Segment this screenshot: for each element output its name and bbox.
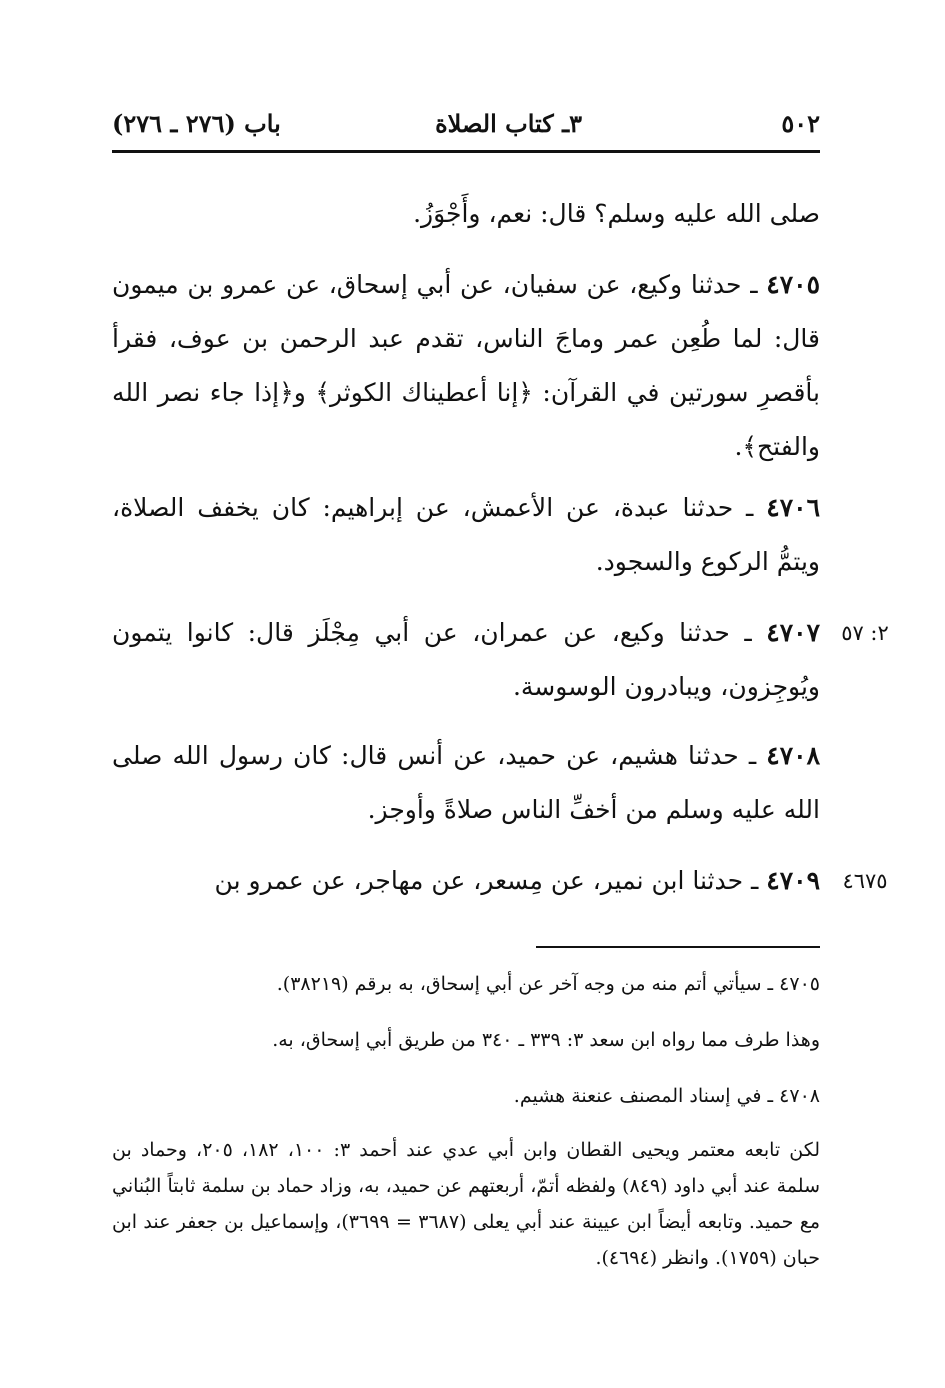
footnote-separator	[536, 946, 820, 948]
hadith-entry	[112, 481, 820, 589]
header-rule	[112, 150, 820, 153]
footnote: ٤٧٠٨ ـ في إسناد المصنف عنعنة هشيم.	[513, 1085, 820, 1107]
hadith-text: ـ حدثنا هشيم، عن حميد، عن أنس قال: كان رسول الله صلى الله عليه وسلم من أخفِّ الناس صلاةً وأوجز.	[112, 741, 820, 824]
footnote: لكن تابعه معتمر ويحيى القطان وابن أبي عدي عند أحمد ٣: ١٠٠، ١٨٢، ٢٠٥، وحماد بن سلمة عند أبي داود (٨٤٩) ولفظه أتمّ، أربعتهم عن حميد، به، وزاد حماد بن سلمة ثابتاً البُناني مع حميد. وتابعه أيضاً ابن عيينة عند أبي يعلى (٣٦٨٧ = ٣٦٩٩)، وإسماعيل بن جعفر عند ابن حبان (١٧٥٩). وانظر (٤٦٩٤).	[112, 1139, 820, 1269]
hadith-number: ٤٧٠٧	[766, 618, 820, 647]
hadith-entry	[112, 606, 820, 714]
hadith-entry	[112, 258, 820, 474]
hadith-text: ـ حدثنا وكيع، عن عمران، عن أبي مِجْلَز قال: كانوا يتمون ويُوجِزون، ويبادرون الوسوسة.	[112, 618, 820, 701]
book-title: ٣ـ كتاب الصلاة	[435, 109, 582, 138]
hadith-text: ـ حدثنا عبدة، عن الأعمش، عن إبراهيم: كان يخفف الصلاة، ويتمُّ الركوع والسجود.	[112, 493, 820, 576]
chapter-label: باب (٢٧٦ ـ ٢٧٦)	[112, 109, 281, 138]
margin-reference: ٤٦٧٥	[842, 869, 888, 893]
hadith-entry	[112, 854, 820, 908]
margin-reference: ٢: ٥٧	[841, 621, 889, 645]
page-number: ٥٠٢	[781, 109, 820, 138]
continuation-paragraph: صلى الله عليه وسلم؟ قال: نعم، وأَجْوَزُ.	[413, 199, 820, 228]
hadith-number: ٤٧٠٩	[766, 866, 820, 895]
hadith-text: ـ حدثنا ابن نمير، عن مِسعر، عن مهاجر، عن عمرو بن	[214, 866, 759, 895]
running-header	[112, 104, 820, 144]
hadith-number: ٤٧٠٨	[766, 741, 820, 770]
hadith-number: ٤٧٠٦	[766, 493, 820, 522]
footnote: ٤٧٠٥ ـ سيأتي أتم منه من وجه آخر عن أبي إسحاق، به برقم (٣٨٢١٩).	[276, 973, 820, 995]
footnote: وهذا طرف مما رواه ابن سعد ٣: ٣٣٩ ـ ٣٤٠ من طريق أبي إسحاق، به.	[272, 1029, 820, 1051]
hadith-text: ـ حدثنا وكيع، عن سفيان، عن أبي إسحاق، عن عمرو بن ميمون قال: لما طُعِن عمر وماجَ الناس، تقدم عبد الرحمن بن عوف، فقرأ بأقصرِ سورتين في القرآن: ﴿إنا أعطيناك الكوثر﴾ و﴿إذا جاء نصر الله والفتح﴾.	[112, 270, 820, 461]
hadith-entry	[112, 729, 820, 837]
hadith-number: ٤٧٠٥	[766, 270, 820, 299]
